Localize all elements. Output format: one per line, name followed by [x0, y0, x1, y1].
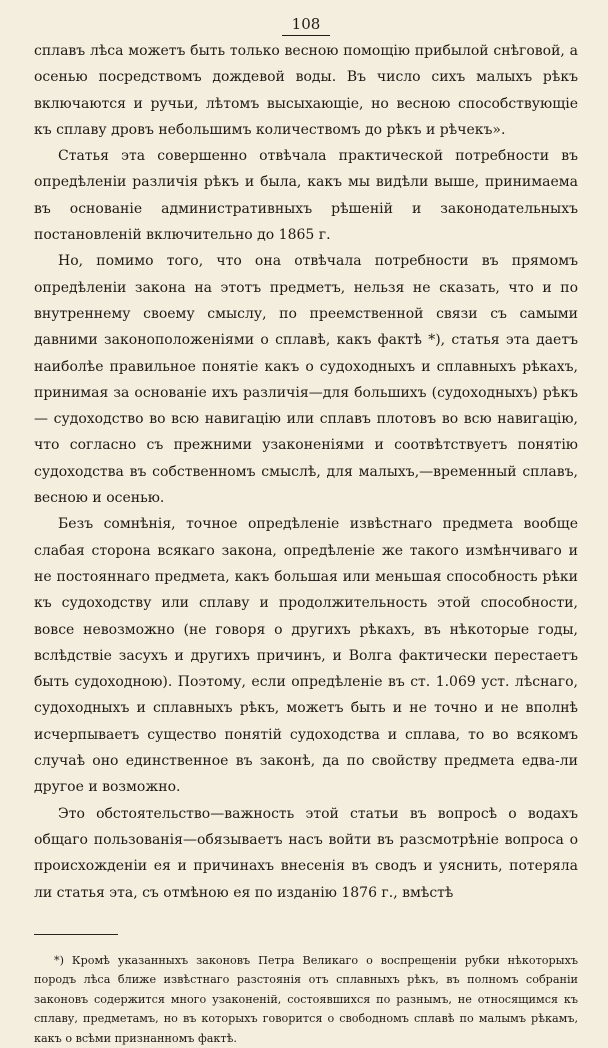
paragraph-5: Это обстоятельство—важность этой статьи въ вопросѣ о водахъ общаго пользованія—обязываетъ насъ войти въ разсмотрѣніе вопроса о происхожденіи ея и причинахъ внесенія въ сводъ и уяснить, потеряла ли статья эта, съ отмѣною ея по изданію 1876 г., вмѣстѣ	[34, 805, 578, 901]
footnote-divider	[34, 934, 118, 935]
paragraph-1: сплавъ лѣса можетъ быть только весною помощію прибылой снѣговой, а осенью посредствомъ дождевой воды. Въ число сихъ малыхъ рѣкъ включаются и ручьи, лѣтомъ высыхающіе, но весною способствующіе къ сплаву дровъ небольшимъ количествомъ до рѣкъ и рѣчекъ».	[34, 43, 578, 138]
paragraph-3: Но, помимо того, что она отвѣчала потребности въ прямомъ опредѣленіи закона на этотъ предметъ, нельзя не сказать, что и по внутреннему своему смыслу, по преемственной связи съ самыми давними законоположеніями о сплавѣ, какъ фактѣ *), статья эта даетъ наиболѣе правильное понятіе какъ о судоходныхъ и сплавныхъ рѣкахъ, принимая за основаніе ихъ различія—для большихъ (судоходныхъ) рѣкъ— судоходство во всю навигацію или сплавъ плотовъ во всю навигацію, что согласно съ прежними узаконеніями и соотвѣтствуетъ понятію судоходства въ собственномъ смыслѣ, для малыхъ,—временный сплавъ, весною и осенью.	[34, 253, 578, 507]
paragraph-2: Статья эта совершенно отвѣчала практической потребности въ опредѣленіи различія рѣкъ и была, какъ мы видѣли выше, принимаема въ основаніе административныхъ рѣшеній и законодательныхъ постановленій включительно до 1865 г.	[34, 148, 578, 244]
page-number: 108	[34, 14, 578, 36]
paragraph-4: Безъ сомнѣнія, точное опредѣленіе извѣстнаго предмета вообще слабая сторона всякаго закона, опредѣленіе же такого измѣнчиваго и не постояннаго предмета, какъ большая или меньшая способность рѣки къ судоходству или сплаву и продолжительность этой способности, вовсе невозможно (не говоря о другихъ рѣкахъ, въ нѣкоторые годы, вслѣдствіе засухъ и другихъ причинъ, и Волга фактически перестаетъ быть судоходною). Поэтому, если опредѣленіе въ ст. 1.069 уст. лѣснаго, судоходныхъ и сплавныхъ рѣкъ, можетъ быть и не точно и не вполнѣ исчерпываетъ существо понятій судоходства и сплава, то во всякомъ случаѣ оно единственное въ законѣ, да по свойству предмета едва-ли другое и возможно.	[34, 516, 578, 796]
footnote: *) Кромѣ указанныхъ законовъ Петра Великаго о воспрещеніи рубки нѣкоторыхъ породъ лѣса ближе извѣстнаго разстоянія отъ сплавныхъ рѣкъ, въ полномъ собраніи законовъ содержится много узаконеній, состоявшихся по разнымъ, не относящимся къ сплаву, предметамъ, но въ которыхъ говорится о свободномъ сплавѣ по малымъ рѣкамъ, какъ о всѣми признанномъ фактѣ.	[34, 953, 578, 1045]
main-text	[34, 38, 578, 906]
